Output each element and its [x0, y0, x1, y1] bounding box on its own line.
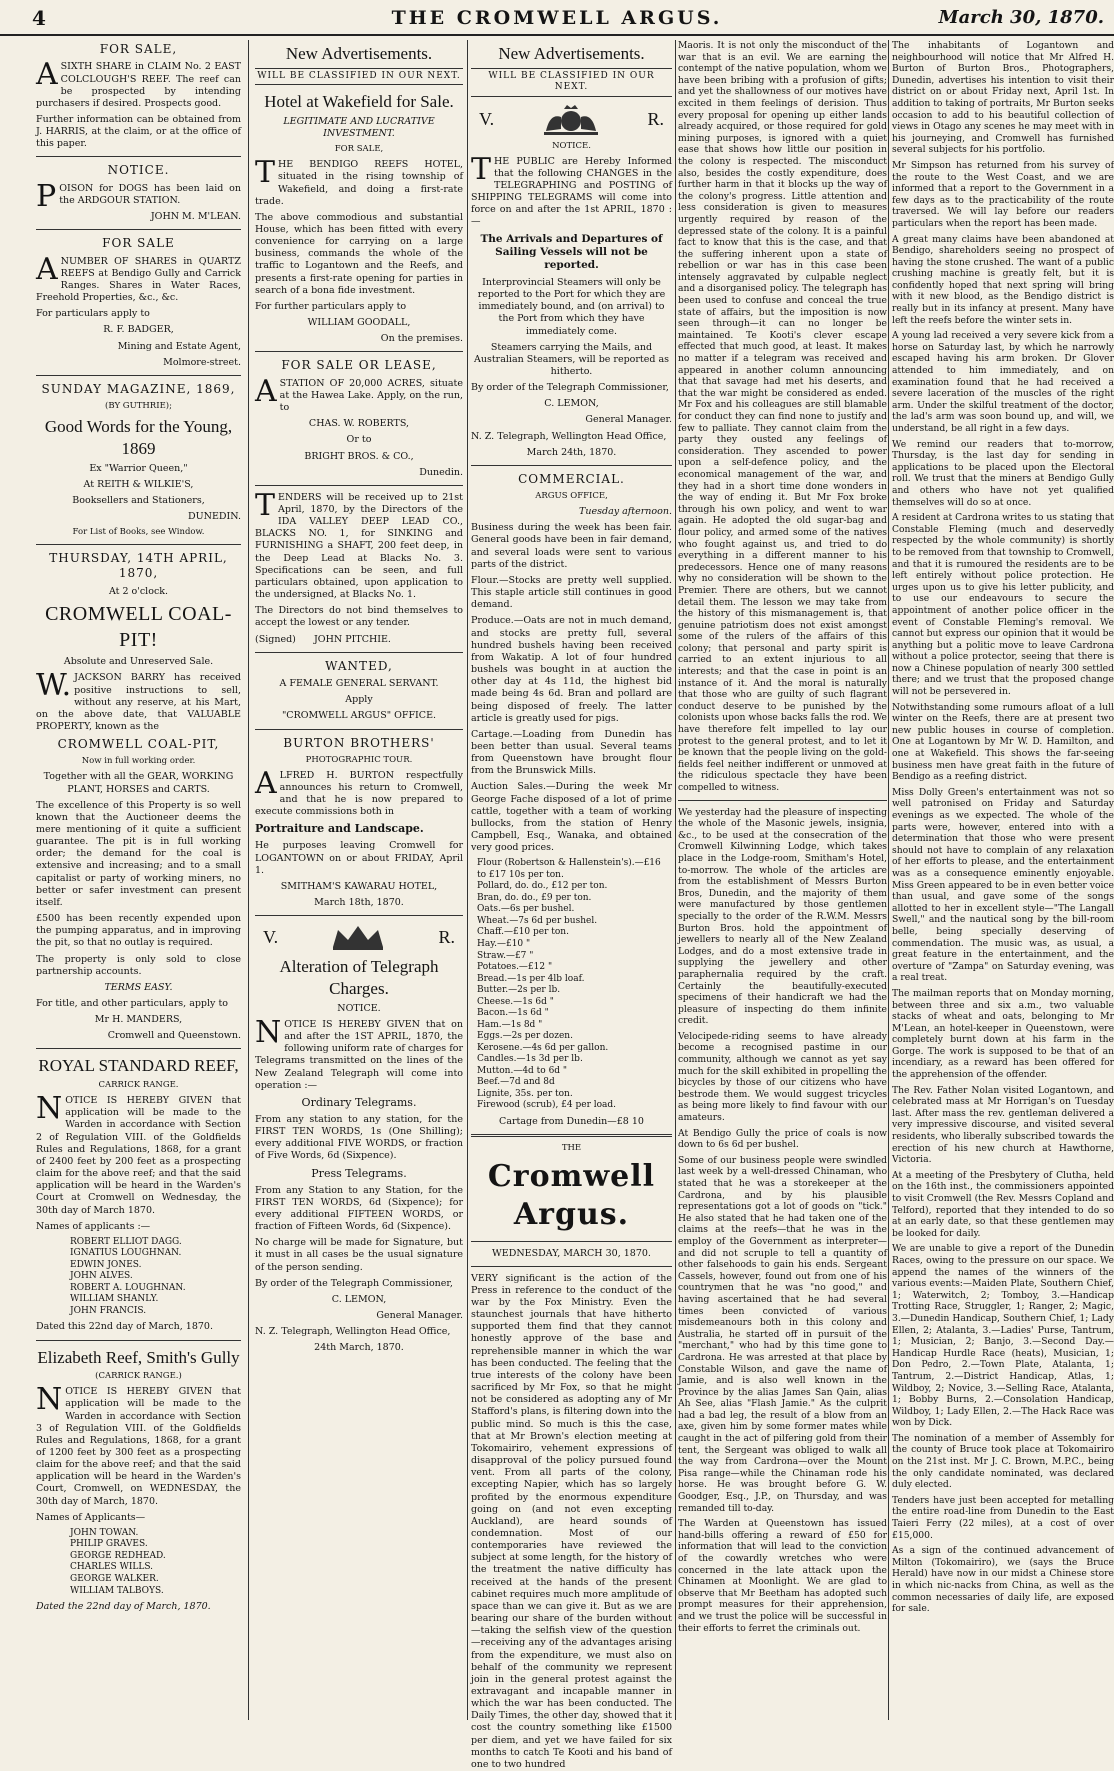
price-item: Beef.—7d and 8d [477, 1077, 555, 1088]
book-town: DUNEDIN. [188, 511, 241, 523]
crest-r: R. [647, 109, 664, 130]
news-item: A young lad received a very severe kick from a horse on Saturday last, by which he narrowly escaped having his arm broken. Dr Glover attended to him immediately, and on examination found that he had received a severe laceration of the muscles of the right arm. Under the skilful treatment of the doctor, the lad's arm was soon bound up, and will, we understand, be all right in a few days. [892, 330, 1114, 434]
news-item: Notwithstanding some rumours afloat of a lull winter on the Reefs, there are at present two new public houses in course of completion. One at Logantown by Mr W. D. Hamilton, and one at Wakefield. This shows the far-seeing business men have great faith in the future of Bendigo as a reefing district. [892, 701, 1114, 783]
news-item: We are unable to give a report of the Dunedin Races, owing to the pressure on our space. We append the names of the winners of the various events:—Maiden Plate, Southern Chief, 1; Waterwitch, 2; Tomboy, 3.—Handicap Trotting Race, Struggler, 1; Ranger, 2; Magic, 3.—Dunedin Handicap, Southern Chief, 1; Lady Ellen, 2; Atalanta, 3.—Ladies' Purse, Tantrum, 1; Musician, 2; Banjo, 3.—Second Day.—Handicap Hurdle Race (heats), Musician, 1; Don Pedro, 2.—Town Plate, Atalanta, 1; Tantrum, 2.—District Handicap, Atlas, 1; Wildboy, 2; Novice, 3.—Selling Race, Atalanta, 1; Bobby Burns, 2.—Consolation Handicap, Wildboy, 1; Lady Ellen, 2.—The Hack Race was won by Dick. [892, 1243, 1114, 1429]
cartage: Cartage from Dunedin—£8 10 [499, 1115, 644, 1127]
divider [471, 465, 672, 466]
divider [36, 156, 241, 157]
commercial-p3: Produce.—Oats are not in much demand, and stocks are pretty full, several hundred bushels having been received from Wakatip. A lot of four hundred bushels was bought in at auction the other day at 4s 11d, the highest bid made being 4s 6d. Bran and pollard are being disposed of freely. The latter article is greatly used for pigs. [471, 615, 672, 724]
ad-shares-for-sale [36, 236, 241, 369]
divider [255, 915, 463, 916]
applicant-name: JOHN TOWAN. [70, 1527, 139, 1538]
auction-terms: TERMS EASY. [104, 981, 173, 993]
wanted-heading: WANTED, [325, 658, 393, 673]
ad-heading: FOR SALE, [99, 42, 178, 56]
news-item: Tenders have just been accepted for metalling the entire road-line from Dunedin to the East Taieri Ferry (22 miles), at a cost of over £15,000. [892, 1494, 1114, 1541]
applicant-name: GEORGE WALKER. [70, 1574, 159, 1584]
crest-v: V. [263, 926, 279, 947]
book-author-1: (BY GUTHRIE); [105, 401, 172, 412]
auction-particulars: For title, and other particulars, apply to [36, 998, 228, 1010]
editorial-continued: Maoris. It is not only the misconduct of the war that is an evil. We are earning the contempt of the native population, whom we have been bribing with a profusion of gifts; and yet the shallowness of our motives have excited in them feelings of derision. Thus every proposal for opening up either lands already acquired, or those required for gold mining purposes, is ignored with a quiet ease that shows how little our position in the colony is respected. The misconduct also, besides the costly expenditure, does further harm in that it blocks up the way of the colony's progress. Little attention and less consideration is given to measures urgently required by reason of the depressed state of the colony. It is a painful fact to know that this is the case, and that the suffering inherent upon a state of rebellion or war has in this case been intensely aggravated by culpable neglect and a disorganised policy. The telegraph has been used to confuse and conceal the true state of affairs, but the imposition is now seen through—it can no longer be maintained. Te Kooti's clever escape effected that much good, at least. It makes no matter if a telegram was received and appeared in another column announcing that that savage had met his deserts, and that the war might be considered as ended. Mr Fox and his colleagues are still blamable for conduct they can find none to justify and few to palliate. They cannot claim from the party they ousted any feelings of consideration. They ascended to power upon a self-defence policy, and the economical management of the war, and they had in a short time done wonders in the way of ending it. But Mr Fox broke through his own policy, and went to war again. He adopted the old sugar-bag and flour policy, and armed some of the natives who fought against us, and tried to do everything in a different manner to his predecessors. Hence one of many reasons why no consideration will be shown to the Premier. There are others, but we cannot detail them. The lesson we may take from the history of this mismanagement is, that genuine patriotism does not exist amongst some of the rulers of the affairs of this colony; that personal and party spirit is carried to an extent injurious to all interests; and that the case in point is an instance of it. And the moral is naturally that those who are guilty of such flagrant conduct deserve to be punished by the colonists upon whose backs falls the rod. We have therefore felt impelled to lay our protest to the general protest, and to let it be known that the people living on the gold-fields feel neither indifferent or unmoved at the ridiculous spectacle they have been compelled to witness. [678, 40, 887, 793]
editorial-date: WEDNESDAY, MARCH 30, 1870. [492, 1247, 651, 1259]
auction-subtitle: Absolute and Unreserved Sale. [63, 656, 214, 668]
column-rule [248, 40, 249, 1720]
burton-sub: PHOTOGRAPHIC TOUR. [305, 754, 413, 765]
telegraph-signer-title: General Manager. [376, 1310, 463, 1322]
page-number: 4 [32, 6, 46, 30]
auction-title: CROMWELL COAL-PIT! [45, 603, 232, 651]
hotel-contact-place: On the premises. [380, 333, 463, 345]
applicant-name: PHILIP GRAVES. [70, 1539, 148, 1550]
press-rates: From any Station to any Station, for the FIRST TEN WORDS, 6d (Sixpence); for every additional FIFTEEN WORDS, or fraction of Fifteen Words, 6d (Sixpence). [255, 1184, 463, 1233]
wanted-office: "CROMWELL ARGUS" OFFICE. [281, 710, 437, 722]
news-item: Velocipede-riding seems to have already become a recognised pastime in our community, although we cannot as yet say much for the skill exhibited in propelling the bicycles by those of our citizens who have bestrode them. We would suggest tricycles as being more likely to find favour with our amateurs. [678, 1030, 887, 1124]
book-firm-type: Booksellers and Stationers, [72, 494, 205, 506]
divider [36, 229, 241, 230]
applicant-name: GEORGE REDHEAD. [70, 1550, 166, 1561]
ad-poison-notice [36, 163, 241, 223]
book-title-1: SUNDAY MAGAZINE, 1869, [41, 381, 236, 396]
telegraph-body: NOTICE IS HEREBY GIVEN that on and after the 1ST APRIL, 1870, the following uniform rate of charges for Telegrams transmitted on the lines of the New Zealand Telegraph will come into operation :— [255, 1014, 463, 1091]
royal-crest [479, 103, 664, 137]
hotel-contact: WILLIAM GOODALL, [307, 317, 411, 329]
shipping-date: March 24th, 1870. [526, 446, 617, 458]
auction-time: At 2 o'clock. [108, 585, 169, 597]
by-order: By order of the Telegraph Commissioner, [255, 1277, 453, 1289]
station-contact-2: BRIGHT BROS. & CO., [304, 450, 414, 462]
applicant-name: CHARLES WILLS. [70, 1562, 154, 1573]
divider [255, 351, 463, 352]
reef-body: NOTICE IS HEREBY GIVEN that application will be made to the Warden in accordance with Section 3 of Regulation VIII. of the Goldfields Rules and Regulations, 1868, for a grant of 1200 feet by 300 feet as a prospecting claim for the above reef; and that the said application will be heard in the Warden's Court, Cromwell, on WEDNESDAY, the 30th day of March, 1870. [36, 1382, 241, 1507]
news-item: The inhabitants of Logantown and neighbourhood will notice that Mr Alfred H. Burton of Burton Bros., Photographers, Dunedin, advertises his intention to visit their district on or about Friday next, April 1st. In addition to taking of portraits, Mr Burton seeks occasion to add to his beautiful collection of views in Otago any scenes he may meet with in his journeying, and Cromwell has furnished several subjects for his portfolio. [892, 40, 1114, 156]
divider [36, 544, 241, 545]
station-contact-1: CHAS. W. ROBERTS, [308, 418, 410, 430]
editorial [471, 1143, 672, 1771]
news-item: A resident at Cardrona writes to us stating that Constable Fleming (much and deservedly respected by the whole community) is shortly to be removed from that township to Cromwell, and that it is rumoured the residents are to be left entirely without police protection. He urges upon us to give his letter publicity, and to use our endeavours to secure the appointment of another police officer in the event of Constable Fleming's removal. We cannot but express our opinion that it would be anything but a politic move to leave Cardrona without a police protector, seeing that there is now a Chinese population of nearly 300 settled there; and we trust that the proposed change will not be persevered in. [892, 512, 1114, 698]
column-rule [888, 40, 889, 1720]
news-item: We yesterday had the pleasure of inspecting the whole of the Masonic jewels, insignia, &c., to be used at the consecration of the Cromwell Kilwinning Lodge, which takes place in the Lodge-room, Smitham's Hotel, to-morrow. The whole of the articles are from the establishment of Messrs Burton Bros, Dunedin, and the majority of them were manufactured by those gentlemen specially to the order of the R.W.M. Messrs Burton Bros. hold the appointment of jewellers to nearly all of the New Zealand Lodges, and do a most extensive trade in supplying the jewellery and other paraphernalia required by the craft. Certainly the beautifully-executed specimens of their handicraft we had the pleasure of inspecting do them infinite credit. [678, 806, 887, 1027]
reef-dated: Dated this 22nd day of March, 1870. [36, 1321, 213, 1333]
coat-of-arms-icon [536, 103, 606, 137]
news-item: We remind our readers that to-morrow, Thursday, is the last day for sending in applications to be placed upon the Electoral roll. We trust that the miners at Bendigo Gully and others who have not yet qualified themselves will do so at once. [892, 438, 1114, 508]
station-place: Dunedin. [419, 466, 463, 478]
shipping-p3: Interprovincial Steamers will only be reported to the Port for which they are immediately bound, and (on arrival) to the Port from which they have immediately come. [477, 276, 666, 337]
ad-telegraph-charges [255, 922, 463, 1354]
station-body: ASTATION OF 20,000 ACRES, situate at the Hawea Lake. Apply, on the run, to [255, 373, 463, 414]
price-item: Wheat.—7s 6d per bushel. [477, 915, 598, 926]
reef-dated: Dated the 22nd day of March, 1870. [36, 1601, 211, 1613]
ad-info: Further information can be obtained from J. HARRIS, at the claim, or at the office of this paper. [36, 113, 241, 150]
column-4 [678, 40, 887, 1720]
applicant-list [70, 1237, 241, 1318]
divider [36, 1048, 241, 1049]
ad-shipping-telegrams [471, 103, 672, 459]
ad-signer: JOHN M. M'LEAN. [150, 211, 241, 223]
divider [255, 485, 463, 486]
classified-notice: WILL BE CLASSIFIED IN OUR NEXT. [471, 68, 672, 97]
crown-crest-icon [328, 922, 388, 952]
auction-p2: £500 has been recently expended upon the pumping apparatus, and in improving the pit, so that no outlay is required. [36, 913, 241, 949]
news-item: The mailman reports that on Monday morning, between three and six a.m., two valuable stacks of wheat and oats, belonging to Mr M'Lean, an hotel-keeper in Queenstown, were completely burnt down at his farm in the Gorge. The work is supposed to be that of an incendiary, as a reward has been offered for the apprehension of the offender. [892, 987, 1114, 1081]
column-2 [255, 40, 463, 1720]
commercial-p1: Business during the week has been fair. General goods have been in fair demand, and several loads were sent to various parts of the district. [471, 522, 672, 570]
price-item: Oats.—6s per bushel. [477, 904, 575, 915]
shipping-signer-title: General Manager. [585, 414, 672, 426]
editorial-the: THE [561, 1142, 582, 1153]
news-item: A great many claims have been abandoned at Bendigo, shareholders seeing no prospect of having the stone crushed. The want of a public crushing machine is greatly felt, but it is confidently hoped that next spring will bring with it new blood, as the Bendigo district is really but in its infancy at present. Many have left the reefs before the winter sets in. [892, 233, 1114, 326]
news-item: At Bendigo Gully the price of coals is now down to 6s 6d per bushel. [678, 1127, 887, 1151]
auction-date: THURSDAY, 14TH APRIL, 1870, [49, 551, 228, 581]
section-header: New Advertisements. [498, 44, 645, 63]
applicant-name: JOHN FRANCIS. [70, 1305, 147, 1316]
by-order: By order of the Telegraph Commissioner, [471, 382, 669, 394]
ad-burton-brothers [255, 736, 463, 910]
reef-title: Elizabeth Reef, Smith's Gully [37, 1347, 240, 1367]
burton-p2: He purposes leaving Cromwell for LOGANTOWN on or about FRIDAY, April 1. [255, 840, 463, 876]
ad-body: ASIXTH SHARE in CLAIM No. 2 EAST COLCLOUGH'S REEF. The reef can be prospected by intending purchasers if desired. Prospects good. [36, 57, 241, 109]
applicant-list [70, 1528, 241, 1597]
editorial-p1: VERY significant is the action of the Press in reference to the conduct of the war by the Fox Ministry. Even the staunchest journals that have hitherto supported them find that they cannot honestly approve of the base and reprehensible manner in which the war has been conducted. The feeling that the true interests of the colony have been sacrificed by Mr Fox, so that he might not be considered as adopting any of Mr Stafford's plans, is filtering down into the public mind. So much is this the case, that at Mr Brown's election meeting at Tokomairiro, vehement expressions of disapproval of the policy pursued found vent. From all parts of the colony, excepting Napier, which has so largely profited by the enormous expenditure going on (and not even excepting Auckland), are heard sounds of condemnation. Most of our contemporaries have reviewed the subject at some length, for the history of the treatment the native difficulty has received at the hands of the present cabinet requires much more amplitude of space than we can give it. But as we are bearing our share of the burden without—taking the selfish view of the question—receiving any of the advantages arising from the expenditure, we must also on behalf of the community we represent join in the general protest against the extravagant and incapable manner in which the war has been conducted. The Daily Times, the other day, showed that it cost the country something like £1500 per diem, and yet we have failed for six months to catch Te Kooti and his band of one to two hundred [471, 1272, 672, 1770]
ordinary-rates: From any station to any station, for the FIRST TEN WORDS, 1s (One Shilling); every additional FIVE WORDS, or fraction of Five Words, 6d (Sixpence). [255, 1113, 463, 1162]
column-3 [471, 40, 672, 1770]
telegraph-date: 24th March, 1870. [314, 1342, 404, 1354]
ordinary-heading: Ordinary Telegrams. [301, 1095, 417, 1109]
auction-contact: Mr H. MANDERS, [94, 1014, 183, 1026]
news-item: The nomination of a member of Assembly for the county of Bruce took place at Tokomairiro on the 21st inst. Mr J. C. Brown, M.P.C., being the only candidate nominated, was declared duly elected. [892, 1432, 1114, 1491]
tenders-signed: (Signed) [255, 633, 296, 645]
signature-note: No charge will be made for Signature, but it must in all cases be the usual signature of the person sending. [255, 1237, 463, 1273]
price-item: Chaff.—£10 per ton. [477, 927, 569, 938]
news-item: As a sign of the continued advancement of Milton (Tokomairiro), we (says the Bruce Herald) have now in our midst a Chinese store in which nic-nacks from China, as well as the common necessaries of daily life, are exposed for sale. [892, 1545, 1114, 1615]
price-item: Hay.—£10 " [477, 939, 531, 949]
royal-crest [263, 922, 455, 952]
ad-tenders [255, 487, 463, 646]
auction-contact-place: Cromwell and Queenstown. [107, 1030, 241, 1042]
telegraph-signer: C. LEMON, [331, 1293, 387, 1305]
ad-heading: NOTICE. [107, 163, 170, 178]
auction-property: CROMWELL COAL-PIT, [57, 737, 220, 752]
price-item: Bran, do. do., £9 per ton. [477, 892, 592, 903]
shipping-p2: The Arrivals and Departures of Sailing Vessels will not be reported. [480, 232, 663, 272]
price-item: Butter.—2s per lb. [477, 985, 561, 996]
price-item: Bread.—1s per 4lb loaf. [477, 973, 585, 984]
price-item: Potatoes.—£12 " [477, 962, 553, 973]
wanted-body: A FEMALE GENERAL SERVANT. [279, 678, 439, 690]
ad-body: ANUMBER OF SHARES in QUARTZ REEFS at Bendigo Gully and Carrick Ranges. Shares in Water Races, Freehold Properties, &c., &c. [36, 251, 241, 304]
ad-hotel-for-sale [255, 91, 463, 345]
hotel-p2: The above commodious and substantial House, which has been fitted with every convenience for carrying on a large business, commands the whole of the traffic to Logantown and the Reefs, and presents a first-rate opening for parties in search of a bona fide investment. [255, 211, 463, 296]
column-rule [467, 40, 468, 1720]
auction-intro: W.JACKSON BARRY has received positive instructions to sell, without any reserve, at his Mart, on the above date, that VALUABLE PROPERTY, known as the [36, 668, 241, 732]
ad-books [36, 382, 241, 538]
divider [471, 1241, 672, 1242]
column-1 [36, 40, 241, 1720]
shipping-office: N. Z. Telegraph, Wellington Head Office, [471, 430, 667, 442]
price-list [477, 858, 672, 1111]
tenders-signer: JOHN PITCHIE. [314, 633, 391, 645]
commercial-p4: Cartage.—Loading from Dunedin has been better than usual. Several teams from Queenstown have brought flour from the Brunswick Mills. [471, 728, 672, 777]
price-item: Flour (Robertson & Hallenstein's).—£16 to £17 10s per ton. [477, 858, 661, 880]
masthead [0, 0, 1114, 36]
price-item: Straw.—£7 " [477, 950, 534, 961]
auction-state: Now in full working order. [81, 756, 196, 767]
crest-r: R. [438, 926, 455, 947]
ad-body: POISON for DOGS has been laid on the ARDGOUR STATION. [36, 178, 241, 214]
news-item: The Rev. Father Nolan visited Logantown, and celebrated mass at Mr Horrigan's on Tuesday last. After mass the rev. gentleman delivered a very impressive discourse, and visited several residents, who liberally subscribed towards the erection of his new church at Hawthorne, Victoria. [892, 1084, 1114, 1166]
commercial-report [471, 472, 672, 1128]
news-item: Some of our business people were swindled last week by a well-dressed Chinaman, who stated that he was a storekeeper at the Cardrona, and by his plausible representations got a lot of goods on "tick." He also stated that he had taken one of the claims at the reefs—that he was in the employ of the Government as interpreter—and did not scruple to tell a quantity of other falsehoods to gain his ends. Sergeant Cassels, however, found out from one of his countrymen that he was "no good," and having ascertained that he had several times been convicted of various misdemeanours both in this colony and Australia, he started off in pursuit of the "merchant," who had by this time gone to Cardrona. He was arrested at that place by Constable Wilson, and gave the name of Jamie, and is also well known in the Province by the alias James San Qain, alias Ah See, alias "Flash Jamie." As the culprit had a bad leg, the result of a blow from an axe, given him by some former mates while caught in the act of pilfering gold from their tent, the Sergeant was obliged to walk all the way from Cardrona—over the Mount Pisa range—while the Chinaman rode his horse. He was brought before G. W. Goodger, Esq., J.P., on Thursday, and was remanded till to-day. [678, 1154, 887, 1514]
burton-p1: ALFRED H. BURTON respectfully announces his return to Cromwell, and that he is now prepared to execute commissions both in [255, 765, 463, 818]
price-item: Ham.—1s 8d " [477, 1019, 543, 1030]
book-ship: Ex "Warrior Queen," [89, 462, 188, 474]
shipping-p1: THE PUBLIC are Hereby Informed that the following CHANGES in the TELEGRAPHING and POSTING of SHIPPING TELEGRAMS will come into force on and after the 1st APRIL, 1870 :— [471, 151, 672, 228]
commercial-p2: Flour.—Stocks are pretty well supplied. This staple article still continues in good demand. [471, 574, 672, 611]
applicant-name: WILLIAM SHANLY. [70, 1294, 159, 1305]
news-item: Mr Simpson has returned from his survey of the route to the West Coast, and we are informed that a report to the Government in a few days as to the practicability of the route traversed. We will lay before our readers particulars when the report has been made. [892, 159, 1114, 229]
reef-range: CARRICK RANGE. [98, 1080, 179, 1091]
reef-names-label: Names of Applicants— [36, 1511, 146, 1523]
ad-wanted [255, 659, 463, 723]
divider [255, 729, 463, 730]
reef-body: NOTICE IS HEREBY GIVEN that application will be made to the Warden in accordance with Section 2 of Regulation VIII. of the Goldfields Rules and Regulations, 1868, for a grant of 2400 feet by 200 feet as a prospecting claim for the above reef; and that the said application will be heard in the Warden's Court at Cromwell on Wednesday, the 30th day of March 1870. [36, 1091, 241, 1216]
commercial-day: Tuesday afternoon. [579, 506, 672, 518]
price-item: Pollard, do. do., £12 per ton. [477, 881, 608, 892]
auction-p3: The property is only sold to close partnership accounts. [36, 953, 241, 977]
ad-royal-standard-reef [36, 1055, 241, 1333]
applicant-name: IGNATIUS LOUGHNAN. [70, 1248, 182, 1259]
hotel-title: Hotel at Wakefield for Sale. [264, 92, 454, 112]
book-title-2: Good Words for the Young, 1869 [44, 417, 233, 458]
issue-date: March 30, 1870. [938, 7, 1104, 28]
news-item: At a meeting of the Presbytery of Clutha, held on the 16th inst., the commissioners appointed to visit Cromwell (the Rev. Messrs Copland and Telford), reported that they intended to do so at an early date, so that these gentlemen may be looked for daily. [892, 1169, 1114, 1239]
divider [471, 1266, 672, 1267]
divider [255, 652, 463, 653]
reef-range: (CARRICK RANGE.) [95, 1371, 182, 1382]
news-item: The Warden at Queenstown has issued hand-bills offering a reward of £50 for information that will lead to the conviction of the cowardly wretches who were concerned in the late attack upon the Chinamen at Moonlight. We are glad to observe that Mr Beetham has adopted such prompt measures for their apprehension, and we trust the police will be successful in their efforts to ferret the criminals out. [678, 1518, 887, 1634]
book-list: For List of Books, see Window. [72, 527, 205, 538]
price-item: Eggs.—2s per dozen. [477, 1031, 573, 1042]
commercial-heading: COMMERCIAL. [518, 471, 625, 486]
price-item: Lignite, 35s. per ton. [477, 1088, 573, 1099]
column-5 [892, 40, 1114, 1720]
divider [36, 375, 241, 376]
telegraph-title: Alteration of Telegraph Charges. [279, 957, 439, 999]
price-item: Firewood (scrub), £4 per load. [477, 1100, 617, 1111]
ad-agent-title: Mining and Estate Agent, [117, 340, 241, 352]
commercial-p5: Auction Sales.—During the week Mr George Fache disposed of a lot of prime cattle, together with a team of working bullocks, from the station of Henry Campbell, Esq., Wanaka, and obtained very good prices. [471, 781, 672, 854]
commercial-office: ARGUS OFFICE, [535, 491, 608, 502]
burton-lead: Portraiture and Landscape. [255, 822, 424, 836]
burton-heading: BURTON BROTHERS' [283, 735, 435, 750]
burton-date: March 18th, 1870. [314, 897, 404, 909]
reef-names-label: Names of applicants :— [36, 1220, 151, 1232]
classified-notice: WILL BE CLASSIFIED IN OUR NEXT. [255, 68, 463, 86]
applicant-name: ROBERT A. LOUGHNAN. [70, 1282, 186, 1293]
paper-nameplate: Cromwell Argus. [487, 1158, 656, 1233]
price-item: Candles.—1s 3d per lb. [477, 1054, 583, 1065]
paper-title: THE CROMWELL ARGUS. [391, 7, 723, 29]
divider [678, 800, 887, 801]
hotel-p1: THE BENDIGO REEFS HOTEL, situated in the rising township of Wakefield, and doing a first-rate trade. [255, 155, 463, 207]
section-header: New Advertisements. [285, 44, 433, 63]
station-heading: FOR SALE OR LEASE, [281, 358, 437, 373]
applicant-name: EDWIN JONES. [70, 1259, 142, 1270]
station-or: Or to [346, 434, 372, 446]
auction-p1: The excellence of this Property is so well known that the Auctioneer deems the mere mentioning of it quite a sufficient guarantee. The pit is in full working order; the demand for the coal is extensive and increasing; and to a small capitalist or party of working miners, no better or safer investment can present itself. [36, 799, 241, 908]
applicant-name: WILLIAM TALBOYS. [70, 1585, 164, 1596]
telegraph-notice: NOTICE. [337, 1002, 381, 1014]
ad-coal-pit-auction [36, 551, 241, 1042]
ad-agent: R. F. BADGER, [103, 324, 174, 336]
shipping-signer: C. LEMON, [544, 398, 599, 410]
tenders-note: The Directors do not bind themselves to accept the lowest or any tender. [255, 605, 463, 629]
ad-station [255, 358, 463, 478]
applicant-name: ROBERT ELLIOT DAGG. [70, 1236, 182, 1247]
book-seller: At REITH & WILKIE'S, [83, 478, 194, 490]
reef-title: ROYAL STANDARD REEF, [38, 1056, 239, 1076]
tenders-signature [255, 634, 463, 646]
ad-apply: For particulars apply to [36, 308, 150, 320]
column-rule [675, 40, 676, 1720]
divider [36, 1340, 241, 1341]
wanted-apply: Apply [345, 694, 373, 706]
hotel-apply: For further particulars apply to [255, 300, 407, 312]
tenders-body: TENDERS will be received up to 21st April, 1870, by the Directors of the IDA VALLEY DEEP LEAD CO., BLACKS NO. 1, for SINKING and FURNISHING a SHAFT, 200 feet deep, in the Deep Lead at Blacks No. 3. Specifications can be seen, and full particulars obtained, upon application to the undersigned, at Blacks No. 1. [255, 487, 463, 601]
hotel-forsale: FOR SALE, [334, 144, 384, 155]
hotel-tag: LEGITIMATE AND LUCRATIVE INVESTMENT. [283, 116, 435, 140]
crest-v: V. [479, 109, 495, 130]
telegraph-office: N. Z. Telegraph, Wellington Head Office, [255, 1326, 451, 1338]
applicant-name: JOHN ALVES. [70, 1271, 133, 1282]
burton-hotel: SMITHAM'S KAWARAU HOTEL, [280, 880, 438, 892]
ad-agent-place: Molmore-street. [163, 356, 241, 368]
divider [471, 1134, 672, 1137]
notice-label: NOTICE. [552, 140, 591, 151]
ad-heading: FOR SALE [102, 236, 175, 251]
shipping-p4: Steamers carrying the Mails, and Australian Steamers, will be reported as hitherto. [473, 341, 670, 377]
auction-together: Together with all the GEAR, WORKING PLANT, HORSES and CARTS. [43, 771, 234, 795]
ad-share-for-sale [36, 42, 241, 150]
price-item: Cheese.—1s 6d " [477, 996, 554, 1007]
price-item: Bacon.—1s 6d " [477, 1008, 549, 1019]
price-item: Mutton.—4d to 6d " [477, 1065, 568, 1076]
news-item: Miss Dolly Green's entertainment was not so well patronised on Friday and Saturday evenings as we expected. The whole of the parts were, however, entered into with a determination that those who were present should not have to complain of any relaxation of her efforts to please, and the entertainment was as a consequence eminently enjoyable. Miss Green appeared to be in even better voice than usual, and gave some of the songs allotted to her in excellent style—"The Langall Swell," and the nautical song by the bill-room belle, being specially deserving of commendation. The music was, as usual, a great feature in the entertainment, and the overture of "Zampa" on Saturday evening, was a real treat. [892, 786, 1114, 984]
ad-elizabeth-reef [36, 1347, 241, 1614]
price-item: Kerosene.—4s 6d per gallon. [477, 1042, 609, 1053]
press-heading: Press Telegrams. [311, 1166, 407, 1180]
